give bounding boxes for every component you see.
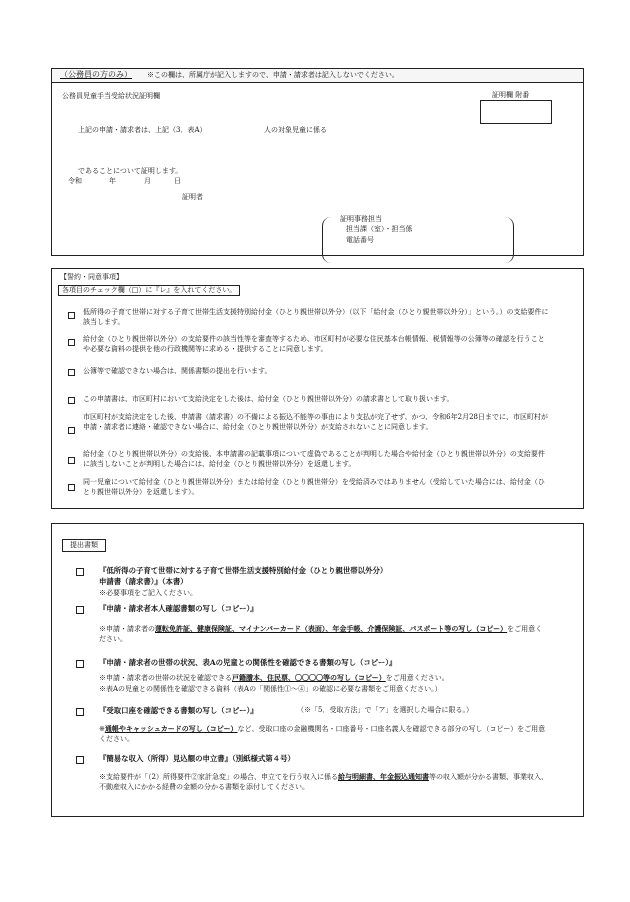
cert-line-1a: 上記の申請・請求者は、上記（3．表A） (78, 126, 207, 134)
doc-4-note-b: など、受取口座の金融機関名・口座番号・口座名義人を確認できる部分の写し（コピー）をご用意ください。 (99, 725, 546, 744)
doc-checkbox-2[interactable] (76, 606, 84, 614)
doc-2-note (99, 624, 549, 644)
pledge-checkbox-5[interactable] (68, 427, 75, 434)
doc-2-note-highlight: 運転免許証、健康保険証、マイナンバーカード（表面）、年金手帳、介護保険証、パスポート等の写し（コピー） (155, 624, 508, 633)
doc-3-note-1b: をご用意ください。 (385, 674, 449, 682)
contact-phone: 電話番号 (346, 236, 374, 244)
pledge-item-5: 市区町村が支給決定をした後、申請書（請求書）の不備による振込不能等の事由により支払が完了せず、かつ、令和6年2月28日までに、市区町村が申請・請求者に連絡・確認できない場合に、給付金（ひとり親世帯以外分）が支給されないことに同意します。 (83, 413, 548, 432)
doc-5-title: 『簡易な収入（所得）見込額の申立書』（別紙様式第４号） (99, 754, 295, 763)
documents-title: 提出書類 (62, 539, 106, 552)
pledge-section (51, 268, 584, 509)
date-era: 令和 (68, 177, 82, 185)
doc-2-note-a: ※申請・請求者の (99, 625, 155, 633)
contact-title: 証明事務担当 (340, 215, 382, 223)
doc-1-title-b: 申請書（請求書）』（本書） (99, 577, 188, 586)
doc-5-note (99, 772, 549, 792)
pledge-checkbox-4[interactable] (68, 397, 75, 404)
pledge-item-1: 低所得の子育て世帯に対する子育て世帯生活支援特別給付金（ひとり親世帯以外分）（以下「給付金（ひとり親世帯以外分）」という。）の支給要件に該当します。 (83, 308, 549, 327)
pledge-item-7: 同一児童について給付金（ひとり親世帯以外分）または給付金（ひとり親世帯分）を受給済みではありません（受給していた場合には、給付金（ひとり親世帯以外分）を返還します）。 (83, 478, 545, 497)
pledge-instruction: 各項目のチェック欄（□）に『レ』を入れてください。 (58, 285, 240, 296)
date-month: 月 (144, 177, 151, 185)
pledge-checkbox-6[interactable] (68, 457, 75, 464)
date-year: 年 (109, 177, 116, 185)
pledge-item-3: 公簿等で確認できない場合は、関係書類の提出を行います。 (83, 367, 272, 375)
doc-4-note-a: ※ (99, 725, 105, 733)
doc-3-note-1-highlight: 戸籍謄本、住民票、〇〇〇〇等の写し（コピー） (232, 673, 386, 682)
pledge-checkbox-3[interactable] (68, 369, 75, 376)
doc-1-title-a: 『低所得の子育て世帯に対する子育て世帯生活支援特別給付金（ひとり親世帯以外分） (99, 566, 388, 575)
doc-1-note: ※必要事項をご記入ください。 (99, 589, 197, 597)
pledge-title: 【誓約・同意事項】 (60, 273, 123, 281)
doc-checkbox-5[interactable] (76, 756, 84, 764)
doc-5-note-b: 等の収入額が分かる書類、事業収入、不動産収入にかかる経費の金額の分かる書類を添付してください。 (99, 773, 548, 792)
doc-4-title: 『受取口座を確認できる書類の写し（コピー）』 (99, 706, 258, 715)
pledge-checkbox-1[interactable] (68, 312, 75, 319)
official-section (51, 68, 584, 256)
doc-4-note-highlight: 通帳やキャッシュカードの写し（コピー） (104, 724, 238, 733)
date-day: 日 (174, 177, 181, 185)
doc-4-note (99, 724, 549, 744)
official-header-note: ※この欄は、所属庁が記入しますので、申請・請求者は記入しないでください。 (147, 71, 399, 79)
pledge-checkbox-2[interactable] (68, 339, 75, 346)
cert-line-2: であることについて証明します。 (78, 167, 183, 175)
stamp-label: 証明欄 附番 (492, 91, 530, 99)
pledge-checkbox-7[interactable] (68, 484, 75, 491)
official-section-title: 公務員児童手当受給状況証明欄 (62, 92, 160, 100)
doc-checkbox-3[interactable] (76, 660, 84, 668)
documents-section (51, 523, 584, 817)
doc-checkbox-1[interactable] (76, 568, 84, 576)
doc-3-note-2: ※表Aの児童との関係性を確認できる資料（表Aの「関係性①～④」の確認に必要な書類をご用意ください。） (99, 685, 442, 693)
doc-5-note-a: ※支給要件が「（2）所得要件②家計急変」の場合、申立てを行う収入に係る (99, 773, 338, 781)
doc-3-title: 『申請・請求者の世帯の状況、表Aの児童との関係性を確認できる書類の写し（コピー）』 (99, 658, 397, 667)
cert-line-1b: 人の対象児童に係る (264, 126, 327, 134)
official-header (52, 69, 583, 83)
pledge-item-2: 給付金（ひとり親世帯以外分）の支給要件の該当性等を審査等するため、市区町村が必要な住民基本台帳情報、税情報等の公簿等の確認を行うことや必要な資料の提供を他の行政機関等に求める・提供することに同意します。 (83, 335, 545, 354)
doc-3-note-1a: ※申請・請求者の世帯の状況を確認できる (99, 674, 232, 682)
doc-4-condition: （※「5．受取方法」で「ア」を選択した場合に限る。） (297, 706, 473, 714)
doc-2-title: 『申請・請求者本人確認書類の写し（コピー）』 (99, 604, 258, 613)
doc-5-note-highlight: 給与明細書、年金振込通知書 (337, 772, 429, 781)
pledge-item-4: この申請書は、市区町村において支給決定をした後は、給付金（ひとり親世帯以外分）の請求書として取り扱います。 (83, 395, 454, 403)
certifier-label: 証明者 (182, 193, 203, 201)
doc-2-note-b: をご用意ください。 (99, 625, 543, 644)
doc-checkbox-4[interactable] (76, 708, 84, 716)
stamp-number-field[interactable] (480, 100, 552, 124)
official-header-label: （公務員の方のみ） (60, 70, 132, 79)
contact-dept: 担当課（室）・担当係 (346, 225, 413, 233)
pledge-item-6: 給付金（ひとり親世帯以外分）の支給後、本申請書の記載事項について虚偽であることが判明した場合や給付金（ひとり親世帯以外分）の支給要件に該当しないことが判明した場合には、給付金（ひとり親世帯以外分）を返還します。 (83, 450, 545, 469)
doc-3-note-1 (99, 673, 549, 683)
